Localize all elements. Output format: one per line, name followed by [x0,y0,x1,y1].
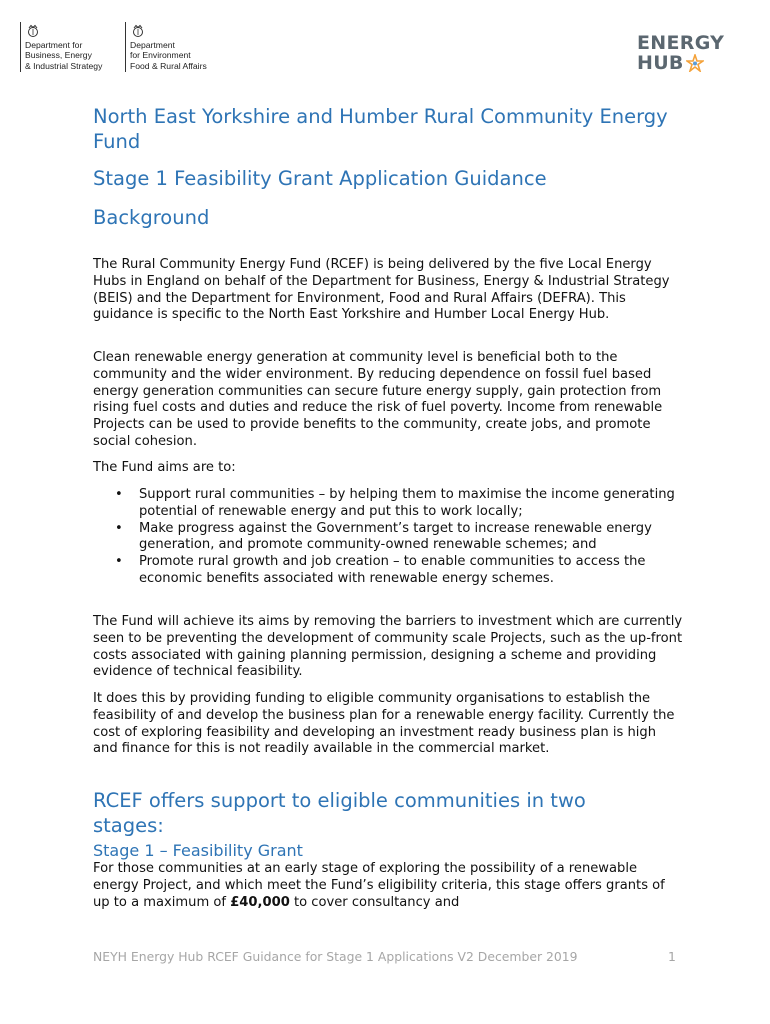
paragraph-stage1 [93,861,683,911]
rcef-stages-heading: RCEF offers support to eligible communities in two stages: [93,789,586,837]
defra-logo [125,22,235,74]
page-number: 1 [668,949,676,964]
hub-logo-line1: ENERGY [637,32,725,54]
background-heading: Background [93,206,210,229]
list-item: • Promote rural growth and job creation – to enable communities to access the economic benefits associated with renewable energy schemes. [93,554,683,588]
stage1-text-after: to cover consultancy and [289,894,460,910]
beis-logo [20,22,120,74]
paragraph-barriers: The Fund will achieve its aims by removing the barriers to investment which are currently seen to be preventing the development of community scale Projects, such as the up-front costs associated with gaining planning permission, designing a scheme and providing evidence of technical feasibility. [93,614,683,680]
royal-crest-icon [26,24,40,38]
energy-hub-logo [637,33,727,75]
hub-star-icon [686,54,704,72]
subtitle: Stage 1 Feasibility Grant Application Guidance [93,167,547,190]
royal-crest-icon [131,24,145,38]
footer-text: NEYH Energy Hub RCEF Guidance for Stage 1 Applications V2 December 2019 [93,949,578,964]
grant-amount: £40,000 [230,894,290,910]
paragraph-funding: It does this by providing funding to eligible community organisations to establish the feasibility of and develop the business plan for a renewable energy facility. Currently the cost of exploring feasibility and developing an investment ready business plan is high and finance for this is not readily available in the commercial market. [93,691,675,757]
list-item: • Make progress against the Government’s target to increase renewable energy generation, and promote community-owned renewable schemes; and [93,521,683,555]
list-item: • Support rural communities – by helping them to maximise the income generating potential of renewable energy and put this to work locally; [93,487,683,521]
defra-logo-text: Department for Environment Food & Rural Affairs [130,40,207,71]
page-title: North East Yorkshire and Humber Rural Community Energy Fund [93,105,668,153]
paragraph-benefits: Clean renewable energy generation at community level is beneficial both to the community and the wider environment. By reducing dependence on fossil fuel based energy generation communities can secure future energy supply, gain protection from rising fuel costs and duties and reduce the risk of fuel poverty. Income from renewable Projects can be used to provide benefits to the community, create jobs, and promote social cohesion. [93,350,663,449]
paragraph-aims-intro: The Fund aims are to: [93,460,236,475]
beis-logo-text: Department for Business, Energy & Industrial Strategy [25,40,103,71]
paragraph-intro: The Rural Community Energy Fund (RCEF) is being delivered by the five Local Energy Hubs in England on behalf of the Department for Business, Energy & Industrial Strategy (BEIS) and the Department for Environment, Food and Rural Affairs (DEFRA). This guidance is specific to the North East Yorkshire and Humber Local Energy Hub. [93,257,670,323]
hub-logo-line2: HUB [637,52,684,74]
page-footer [93,949,683,965]
stage1-heading: Stage 1 – Feasibility Grant [93,841,303,860]
stage1-text-before: For those communities at an early stage of exploring the possibility of a renewable energy Project, and which meet the Fund’s eligibility criteria, this stage offers grants of up to a maximum of [93,861,665,910]
aims-list [93,487,683,588]
